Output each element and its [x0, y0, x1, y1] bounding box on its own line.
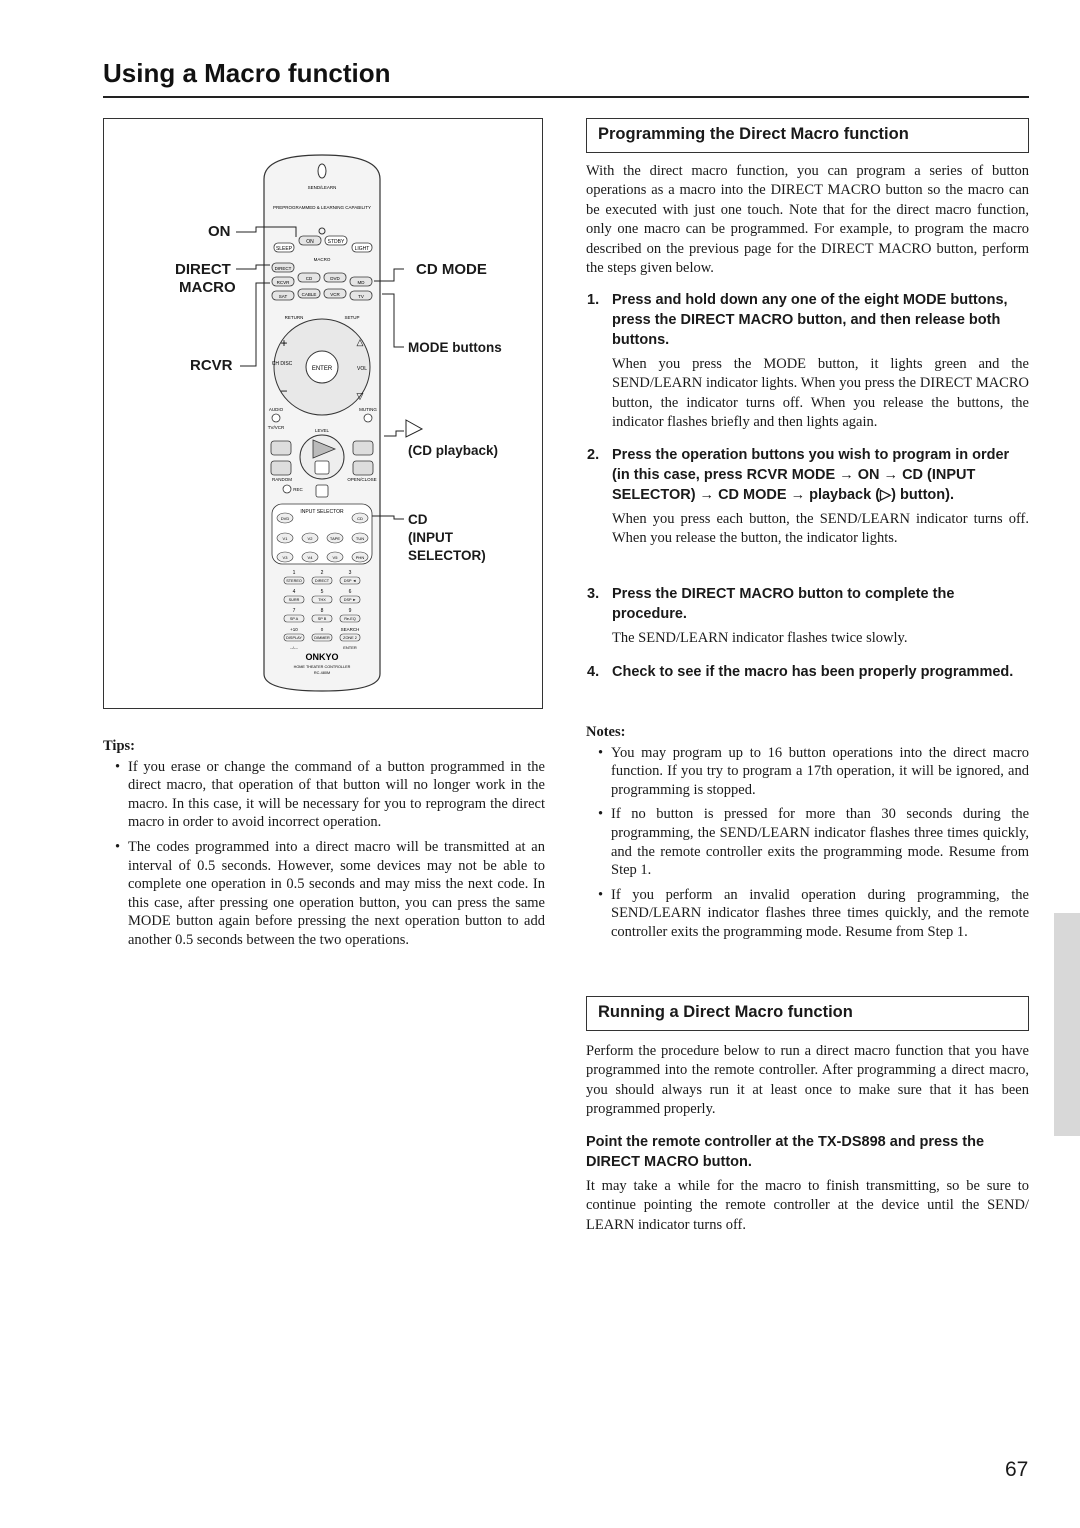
- remote-cable: CABLE: [301, 292, 317, 297]
- label-cd-mode: CD MODE: [416, 261, 487, 278]
- svg-text:ZONE 2: ZONE 2: [343, 636, 357, 640]
- page-title: Using a Macro function: [103, 58, 391, 88]
- label-cd-playback: (CD playback): [408, 443, 499, 458]
- label-input: (INPUT: [408, 530, 453, 545]
- playback-arrow-icon: [406, 420, 422, 437]
- running-body: It may take a while for the macro to finish transmitting, so be sure to continue pointing the remote controller at the device until the SEND/ LEARN indicator turns off.: [586, 1178, 1029, 1233]
- step-4: [586, 662, 1029, 682]
- label-cd: CD: [408, 512, 428, 527]
- svg-text:SP B: SP B: [317, 617, 327, 621]
- remote-cd: CD: [305, 276, 313, 281]
- step-body: The SEND/LEARN indicator flashes twice slowly.: [612, 630, 908, 646]
- label-selector: SELECTOR): [408, 548, 486, 563]
- remote-muting: MUTING: [359, 407, 377, 412]
- label-on: ON: [208, 223, 231, 240]
- programming-intro: With the direct macro function, you can program a series of button operations as a macro into the DIRECT MACRO button so the macro can be executed with just one touch. Note that for the direct macro function, only one macro can be programmed. For example, to program the macro described on the previous page for the DIRECT MACRO button, perform the steps given below.: [586, 163, 1029, 277]
- tips-section: [103, 737, 545, 956]
- remote-sleep: SLEEP: [275, 246, 293, 252]
- svg-text:DSP ◄: DSP ◄: [343, 579, 357, 583]
- running-intro: Perform the procedure below to run a direct macro function that you have programmed into the remote controller. After programming a direct macro, you should always run it at least once to make sure that it has been programmed properly.: [586, 1043, 1029, 1118]
- notes-heading: Notes:: [586, 724, 626, 740]
- title-rule: [103, 96, 1029, 98]
- running-heading: Running a Direct Macro function: [586, 996, 1029, 1031]
- svg-text:SURR: SURR: [288, 598, 300, 602]
- svg-text:8: 8: [320, 608, 324, 614]
- svg-text:V5: V5: [332, 555, 338, 560]
- remote-return: RETURN: [284, 315, 304, 320]
- remote-random: RANDOM: [272, 477, 292, 482]
- remote-vcr: VCR: [330, 292, 340, 297]
- send-learn-indicator: [318, 164, 326, 178]
- stop-icon: [315, 461, 329, 474]
- page-number: 67: [1005, 1458, 1029, 1481]
- svg-text:TAPE: TAPE: [329, 536, 341, 541]
- step-number: 4.: [587, 664, 600, 680]
- remote-dvd-btn: DVD: [280, 516, 290, 521]
- remote-stdby: STDBY: [327, 239, 345, 245]
- svg-text:SP A: SP A: [289, 617, 299, 621]
- svg-text:2: 2: [320, 570, 324, 576]
- step-heading: Check to see if the macro has been properly programmed.: [612, 664, 1014, 680]
- remote-rcvr: RCVR: [276, 280, 290, 285]
- remote-macro: MACRO: [313, 257, 331, 262]
- svg-text:+10: +10: [290, 627, 298, 632]
- remote-light: LIGHT: [354, 246, 370, 252]
- svg-text:DISPLAY: DISPLAY: [286, 636, 302, 640]
- remote-audio: AUDIO: [268, 407, 284, 412]
- step-heading: Press the operation buttons you wish to program in order (in this case, press RCVR MODE → ON → CD (INPUT SELECTOR) → CD MODE → playback (▷) button).: [612, 447, 1010, 503]
- svg-text:ENTER: ENTER: [343, 645, 357, 650]
- svg-text:DIMMER: DIMMER: [314, 636, 330, 640]
- svg-text:6: 6: [348, 589, 352, 595]
- remote-md: MD: [357, 280, 365, 285]
- svg-text:3: 3: [348, 570, 352, 576]
- tips-heading: Tips:: [103, 738, 135, 754]
- svg-text:STEREO: STEREO: [286, 579, 302, 583]
- step-3: [586, 584, 1029, 648]
- svg-text:△: △: [356, 337, 364, 347]
- remote-dvd: DVD: [330, 276, 340, 281]
- onkyo-logo: ONKYO: [305, 652, 339, 662]
- remote-cd-btn: CD: [357, 516, 363, 521]
- step-body: When you press each button, the SEND/LEARN indicator turns off. When you release the button, the indicator lights.: [612, 511, 1029, 547]
- svg-text:7: 7: [292, 608, 296, 614]
- svg-text:V1: V1: [282, 536, 288, 541]
- remote-subtitle: PREPROGRAMMED & LEARNING CAPABILITY: [273, 205, 371, 210]
- remote-sat: SAT: [278, 294, 288, 299]
- label-mode-buttons: MODE buttons: [408, 340, 502, 355]
- step-number: 3.: [587, 586, 600, 602]
- remote-vol: VOL: [356, 366, 368, 372]
- programming-heading: Programming the Direct Macro function: [586, 118, 1029, 153]
- svg-text:PHN: PHN: [355, 555, 365, 560]
- step-body: When you press the MODE button, it lights green and the SEND/LEARN indicator lights. When you press the DIRECT MACRO button, the indicator turns off. When you release the buttons, the indicator flashes briefly and then lights again.: [612, 356, 1029, 431]
- svg-text:DSP ►: DSP ►: [343, 598, 357, 602]
- svg-text:5: 5: [320, 589, 324, 595]
- label-macro: MACRO: [179, 279, 236, 296]
- svg-text:Re-EQ: Re-EQ: [344, 617, 356, 621]
- svg-text:THX: THX: [318, 598, 326, 602]
- svg-text:DIRECT: DIRECT: [314, 579, 330, 583]
- remote-illustration: [104, 119, 544, 710]
- svg-text:TUN: TUN: [355, 536, 365, 541]
- svg-text:--/---: --/---: [290, 645, 298, 650]
- step-heading: Press and hold down any one of the eight MODE buttons, press the DIRECT MACRO button, and then release both buttons.: [612, 292, 1008, 348]
- page-edge-tab: [1054, 913, 1080, 1136]
- remote-tv: TV: [358, 294, 364, 299]
- remote-on: ON: [306, 239, 314, 245]
- svg-text:4: 4: [292, 589, 296, 595]
- remote-tv-vcr: TV/VCR: [267, 425, 285, 430]
- remote-enter: ENTER: [311, 366, 333, 372]
- svg-text:V2: V2: [307, 536, 313, 541]
- running-instruction: Point the remote controller at the TX-DS898 and press the DIRECT MACRO button.: [586, 1134, 985, 1170]
- svg-text:+: +: [280, 336, 288, 350]
- label-rcvr: RCVR: [190, 357, 233, 374]
- step-1: [586, 290, 1029, 433]
- note-item: • If no button is pressed for more than 30 seconds during the programming, the SEND/LEARN indicator flashes three times quickly, and the remote controller exits the programming mode. Resume from Step 1.: [586, 805, 1029, 879]
- tip-item: • If you erase or change the command of a button programmed in the direct macro, that operation of that button will no longer work in the macro. In this case, it will be necessary for you to reprogram the direct macro in order to avoid incorrect operation.: [103, 758, 545, 832]
- svg-text:−: −: [280, 384, 288, 398]
- step-heading: Press the DIRECT MACRO button to complete the procedure.: [612, 586, 955, 622]
- svg-text:0: 0: [320, 627, 324, 632]
- remote-level: LEVEL: [314, 428, 330, 433]
- svg-text:1: 1: [292, 570, 296, 576]
- remote-figure: [103, 118, 543, 709]
- remote-open-close: OPEN/CLOSE: [347, 477, 377, 482]
- label-direct: DIRECT: [175, 261, 231, 278]
- note-item: • If you perform an invalid operation during programming, the SEND/LEARN indicator flashes three times quickly, and the remote controller exits the programming mode. Resume from Step 1.: [586, 886, 1029, 942]
- svg-text:RC-480M: RC-480M: [313, 671, 331, 675]
- remote-input-selector: INPUT SELECTOR: [300, 509, 344, 515]
- svg-text:HOME THEATER CONTROLLER: HOME THEATER CONTROLLER: [293, 665, 351, 669]
- notes-section: [586, 723, 1029, 948]
- svg-text:V4: V4: [307, 555, 313, 560]
- remote-ch-disc: CH DISC: [271, 361, 293, 367]
- remote-setup: SETUP: [344, 315, 360, 320]
- remote-direct: DIRECT: [274, 266, 292, 271]
- note-item: • You may program up to 16 button operations into the direct macro function. If you try to program a 17th operation, it will be ignored, and programming is stopped.: [586, 744, 1029, 800]
- svg-text:SEARCH: SEARCH: [340, 627, 360, 632]
- remote-send-learn: SEND/LEARN: [307, 185, 337, 190]
- svg-text:▽: ▽: [356, 391, 364, 401]
- step-2: [586, 445, 1029, 549]
- remote-rec: REC: [293, 487, 303, 492]
- tip-item: • The codes programmed into a direct macro will be transmitted at an interval of 0.5 seconds. However, some devices may not be able to complete one operation in 0.5 seconds and may miss the next code. In this case, after pressing one operation button, you can press the same MODE button again before pressing the next operation button to add another 0.5 seconds between the two operations.: [103, 838, 545, 950]
- svg-text:9: 9: [348, 608, 352, 614]
- step-number: 2.: [587, 447, 600, 463]
- step-number: 1.: [587, 292, 600, 308]
- svg-text:V3: V3: [282, 555, 288, 560]
